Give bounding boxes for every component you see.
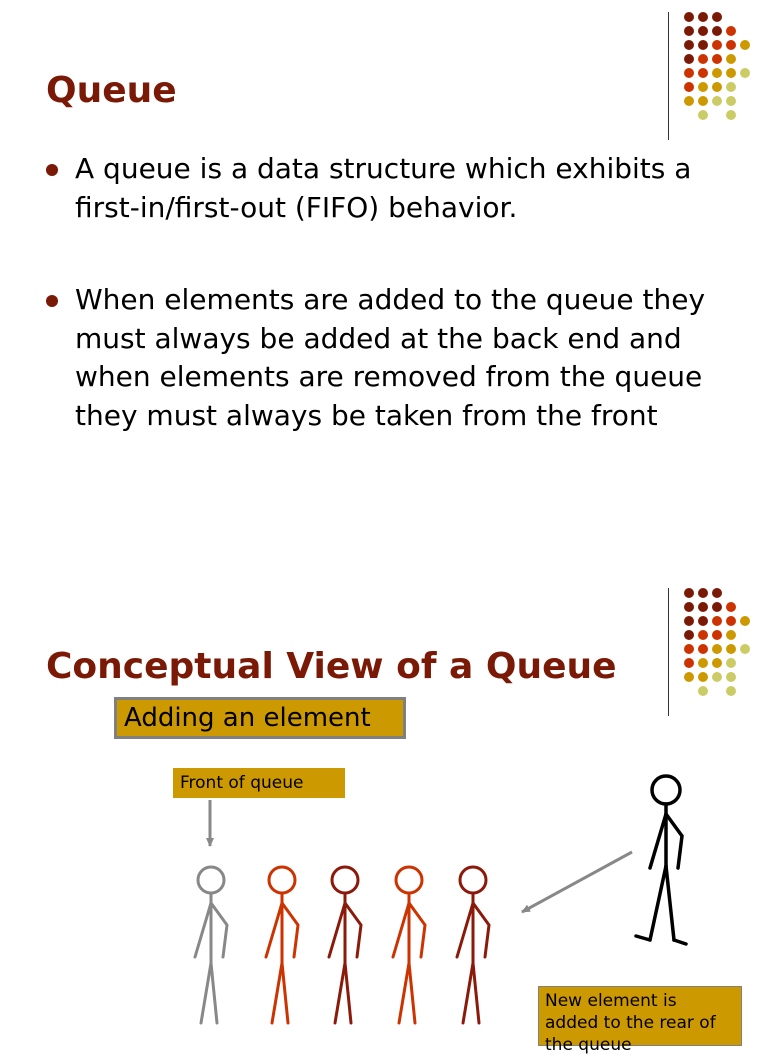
decorative-dot	[726, 40, 736, 50]
bullet-text: When elements are added to the queue they must always be added at the back end and when elements are removed from the queue they must always be taken from the front	[75, 283, 706, 432]
decorative-line	[668, 12, 669, 140]
decorative-dot	[712, 68, 722, 78]
decorative-dot	[698, 96, 708, 106]
decorative-dot	[684, 12, 694, 22]
queue-person-icon	[266, 867, 298, 1023]
decorative-dot	[698, 82, 708, 92]
new-element-label: New element is added to the rear of the queue	[538, 986, 742, 1046]
decorative-dot	[712, 26, 722, 36]
queue-person-icon	[329, 867, 361, 1023]
decorative-dot	[684, 82, 694, 92]
decorative-dot	[684, 96, 694, 106]
decorative-dot	[712, 82, 722, 92]
adding-element-label: Adding an element	[114, 697, 406, 739]
decorative-dot	[740, 68, 750, 78]
decorative-dot	[726, 82, 736, 92]
decorative-dot	[698, 68, 708, 78]
decorative-dot	[698, 54, 708, 64]
queue-illustration	[0, 576, 768, 1024]
decorative-dot	[726, 54, 736, 64]
queue-person-icon	[457, 867, 489, 1023]
decorative-dot	[698, 110, 708, 120]
bullet-text: A queue is a data structure which exhibits a first-in/first-out (FIFO) behavior.	[75, 152, 692, 224]
decorative-dot	[684, 40, 694, 50]
bullet-dot-icon	[46, 295, 58, 307]
add-arrow-icon	[522, 852, 632, 912]
bullet-item	[46, 150, 726, 227]
queue-person-icon	[393, 867, 425, 1023]
slide-title: Conceptual View of a Queue	[46, 646, 617, 687]
decorative-dot	[698, 26, 708, 36]
bullet-item	[46, 281, 726, 435]
decorative-dot	[726, 68, 736, 78]
decorative-dot	[726, 110, 736, 120]
decorative-dot	[698, 12, 708, 22]
front-person-icon	[195, 867, 227, 1023]
decorative-dot	[740, 40, 750, 50]
new-person-icon	[636, 776, 686, 944]
decorative-dot	[712, 96, 722, 106]
decorative-dot	[684, 54, 694, 64]
decorative-dot	[726, 96, 736, 106]
slide-conceptual-view	[0, 576, 768, 1055]
front-of-queue-label: Front of queue	[173, 768, 345, 798]
decorative-dot	[712, 54, 722, 64]
decorative-dot	[712, 12, 722, 22]
slide-title: Queue	[46, 70, 177, 111]
decorative-dot	[684, 68, 694, 78]
bullet-dot-icon	[46, 164, 58, 176]
decorative-dot	[684, 26, 694, 36]
decorative-dot	[712, 40, 722, 50]
decorative-dot	[698, 40, 708, 50]
decorative-dot	[726, 26, 736, 36]
